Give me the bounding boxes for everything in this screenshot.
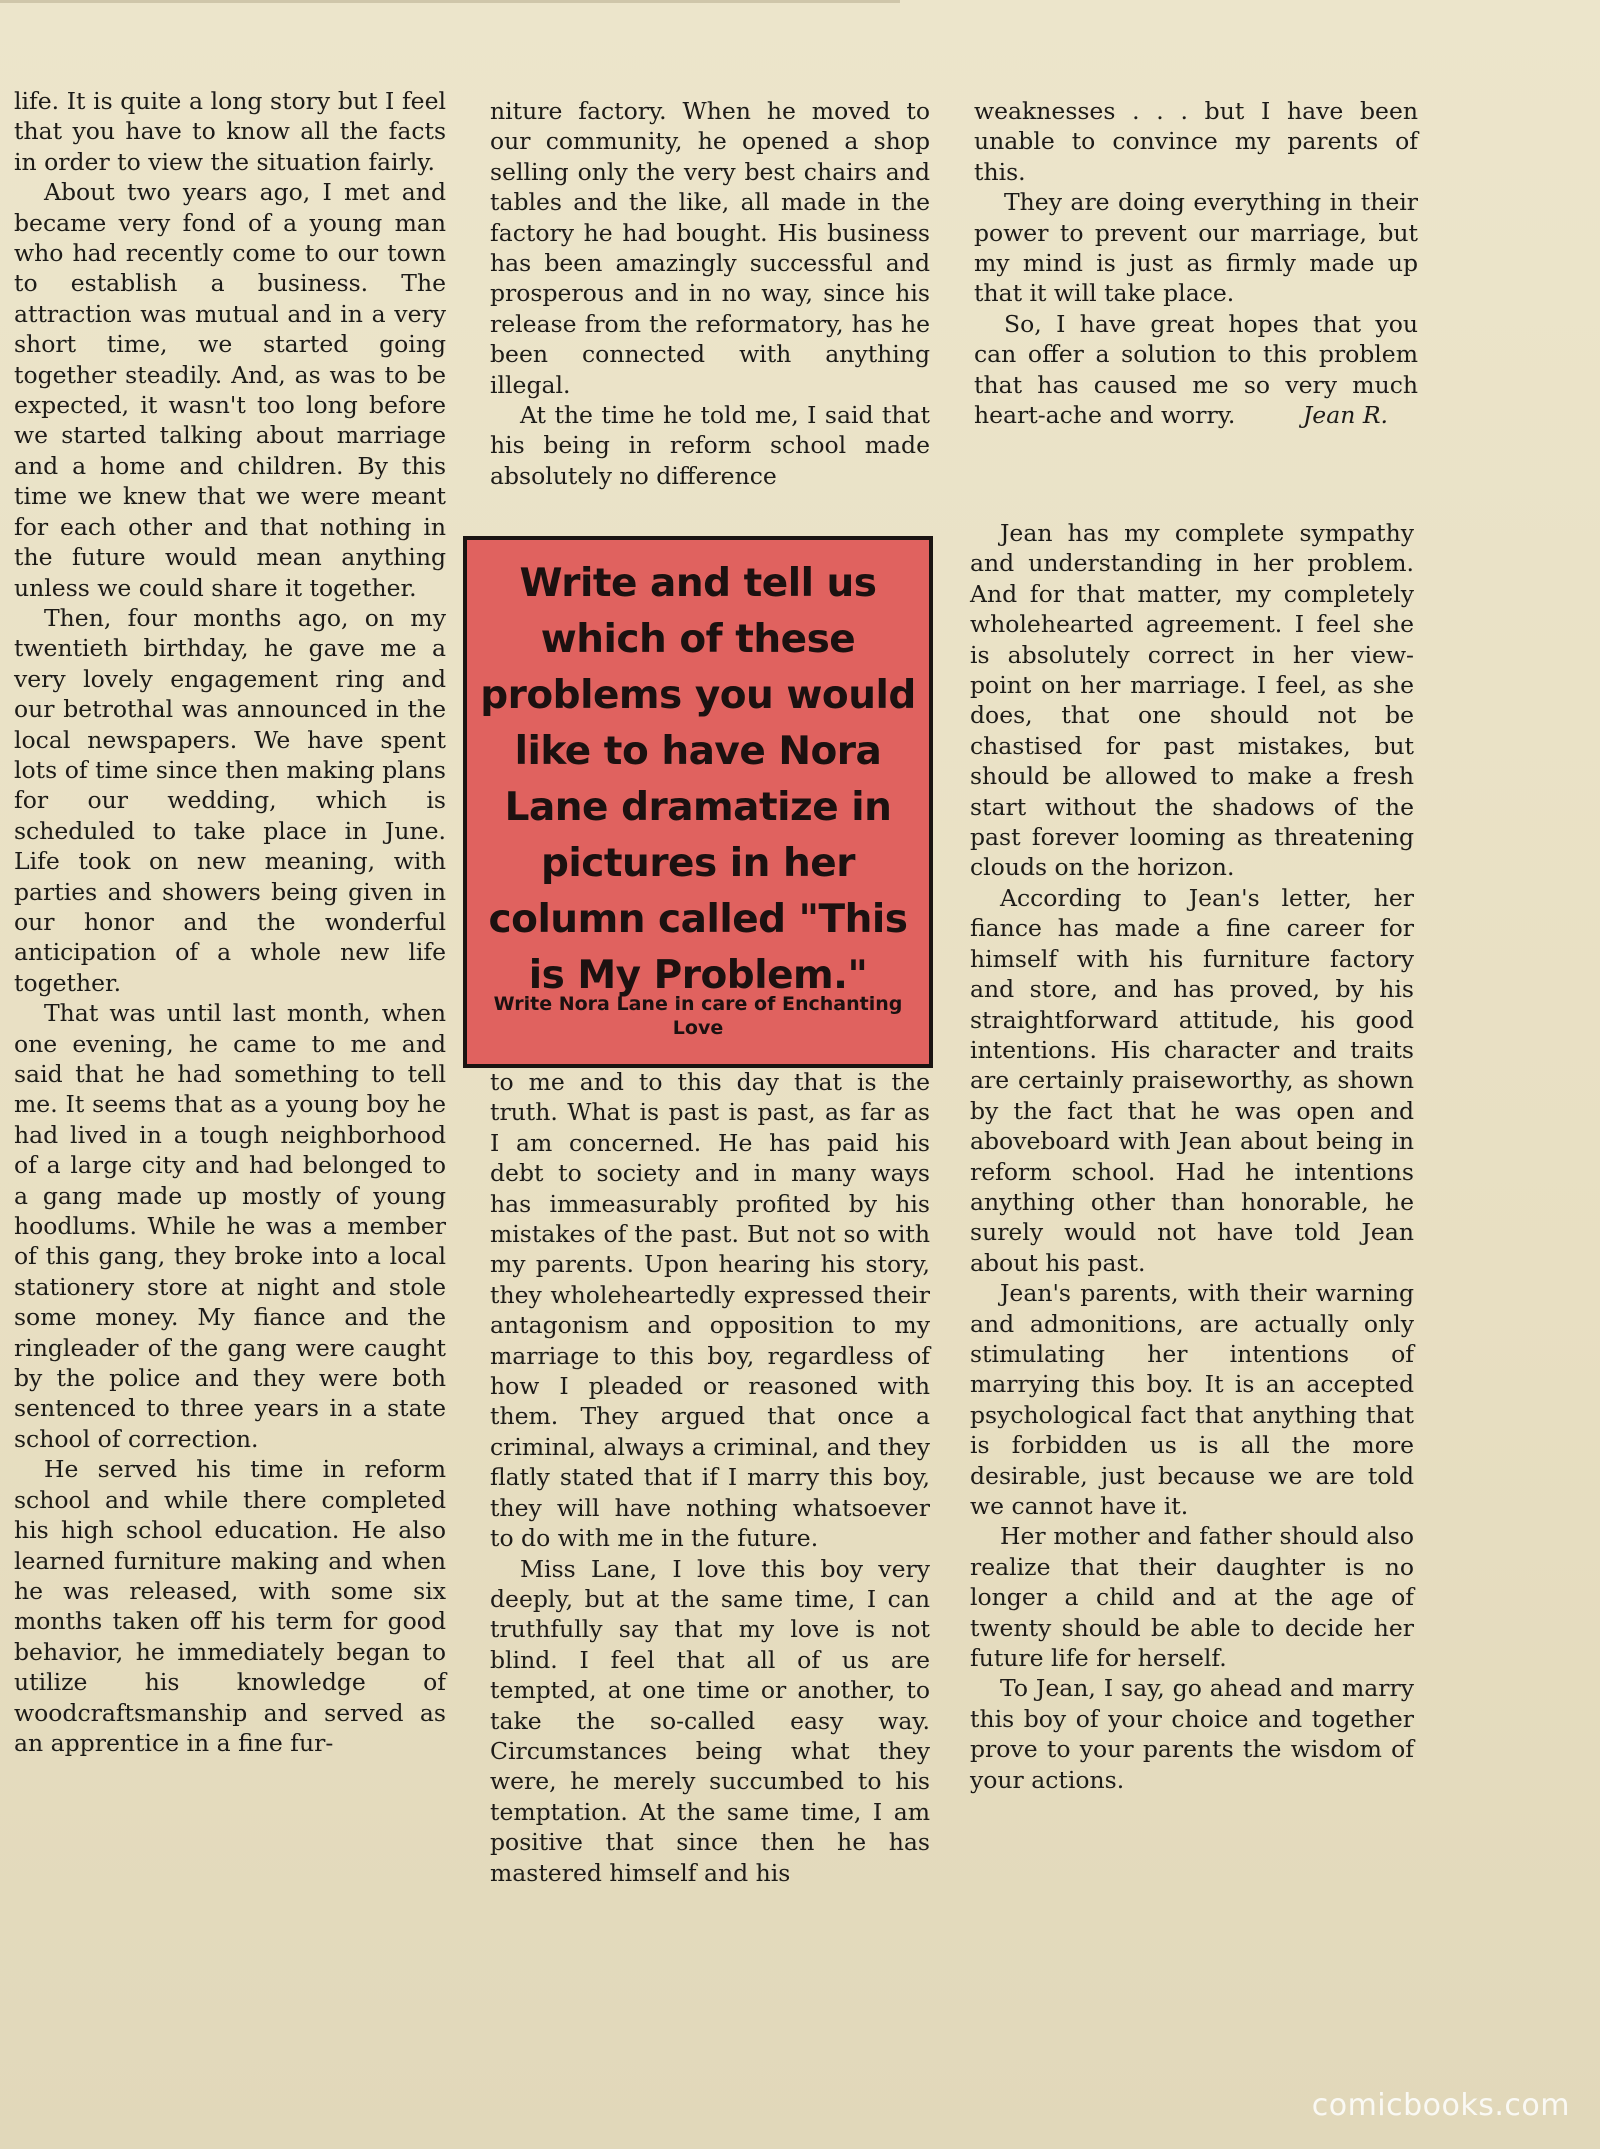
- page-edge-line: [0, 0, 900, 3]
- letter-closing-text: So, I have great hopes that you can offer a solution to this problem that has caused me so very much heart-ache and worry.: [974, 309, 1418, 430]
- response-paragraph: Her mother and father should also realize that their daughter is no longer a child and at the age of twenty should be able to decide her future life for herself.: [970, 1522, 1414, 1673]
- letter-column-2-bottom: [490, 1067, 930, 1888]
- letter-paragraph: Then, four months ago, on my twentieth birthday, he gave me a very lovely engagement ring and our betrothal was announced in the local newspapers. We have spent lots of time since then making plans for our wedding, which is scheduled to take place in June. Life took on new meaning, with parties and showers being given in our honor and the wonderful anticipation of a whole new life together.: [14, 603, 446, 997]
- letter-paragraph: That was until last month, when one evening, he came to me and said that he had something to tell me. It seems that as a young boy he had lived in a tough neighborhood of a large city and had belonged to a gang made up mostly of young hoodlums. While he was a member of this gang, they broke into a local stationery store at night and stole some money. My fiance and the ringleader of the gang were caught by the police and they were both sentenced to three years in a state school of correction.: [14, 999, 446, 1453]
- letter-paragraph: [974, 309, 1418, 431]
- reader-callout-box: [463, 536, 933, 1068]
- callout-headline: Write and tell us which of these problems you would like to have Nora Lane dramatize in pictures in her column called "This is My Problem.": [480, 561, 916, 998]
- letter-paragraph: weaknesses . . . but I have been unable to convince my parents of this.: [974, 97, 1418, 186]
- response-paragraph: Jean has my complete sympathy and understanding in her problem. And for that matter, my completely wholehearted agreement. I feel she is absolutely correct in her view-point on her marriage. I feel, as she does, that one should not be chastised for past mistakes, but should be allowed to make a fresh start without the shadows of the past forever looming as threatening clouds on the horizon.: [970, 519, 1414, 882]
- letter-paragraph: niture factory. When he moved to our community, he opened a shop selling only the very best chairs and tables and the like, all made in the factory he had bought. His business has been amazingly successful and prosperous and in no way, since his release from the reformatory, has he been connected with anything illegal.: [490, 97, 930, 399]
- letter-paragraph: to me and to this day that is the truth. What is past is past, as far as I am concerned. He has paid his debt to society and in many ways has immeasurably profited by his mistakes of the past. But not so with my parents. Upon hearing his story, they wholeheartedly expressed their antagonism and opposition to my marriage to this boy, regardless of how I pleaded or reasoned with them. They argued that once a criminal, always a criminal, and they flatly stated that if I marry this boy, they will have nothing whatsoever to do with me in the future.: [490, 1068, 930, 1553]
- letter-signature: Jean R.: [1302, 401, 1388, 430]
- site-watermark: comicbooks.com: [1311, 2088, 1570, 2123]
- callout-instruction: Write Nora Lane in care of Enchanting Love: [493, 993, 903, 1039]
- letter-paragraph: About two years ago, I met and became very fond of a young man who had recently come to our town to establish a business. The attraction was mutual and in a very short time, we started going together steadily. And, as was to be expected, it wasn't too long before we started talking about marriage and a home and children. By this time we knew that we were meant for each other and that nothing in the future would mean anything unless we could share it together.: [14, 178, 446, 602]
- letter-paragraph: They are doing everything in their power to prevent our marriage, but my mind is just as firmly made up that it will take place.: [974, 188, 1418, 308]
- letter-paragraph: life. It is quite a long story but I feel that you have to know all the facts in order to view the situation fairly.: [14, 87, 446, 176]
- letter-column-2-top: [490, 96, 930, 491]
- response-paragraph: According to Jean's letter, her fiance has made a fine career for himself with his furniture factory and store, and has proved, by his straightforward attitude, his good intentions. His character and traits are certainly praiseworthy, as shown by the fact that he was open and aboveboard with Jean about being in reform school. Had he intentions anything other than honorable, he surely would not have told Jean about his past.: [970, 883, 1414, 1277]
- response-paragraph: To Jean, I say, go ahead and marry this boy of your choice and together prove to your parents the wisdom of your actions.: [970, 1674, 1414, 1794]
- response-paragraph: Jean's parents, with their warning and admonitions, are actually only stimulating her intentions of marrying this boy. It is an accepted psychological fact that anything that is forbidden us is all the more desirable, just because we are told we cannot have it.: [970, 1279, 1414, 1520]
- letter-paragraph: He served his time in reform school and while there completed his high school education. He also learned furniture making and when he was released, with some six months taken off his term for good behavior, he immediately began to utilize his knowledge of woodcraftsmanship and served as an apprentice in a fine fur-: [14, 1455, 446, 1757]
- letter-paragraph: Miss Lane, I love this boy very deeply, but at the same time, I can truthfully say that my love is not blind. I feel that all of us are tempted, at one time or another, to take the so-called easy way. Circumstances being what they were, he merely succumbed to his temptation. At the same time, I am positive that since then he has mastered himself and his: [490, 1554, 930, 1887]
- letter-column-1: [14, 86, 446, 1758]
- advice-response-column: [970, 518, 1414, 1795]
- letter-column-3-top: [974, 96, 1418, 430]
- letter-paragraph: At the time he told me, I said that his being in reform school made absolutely no difference: [490, 401, 930, 490]
